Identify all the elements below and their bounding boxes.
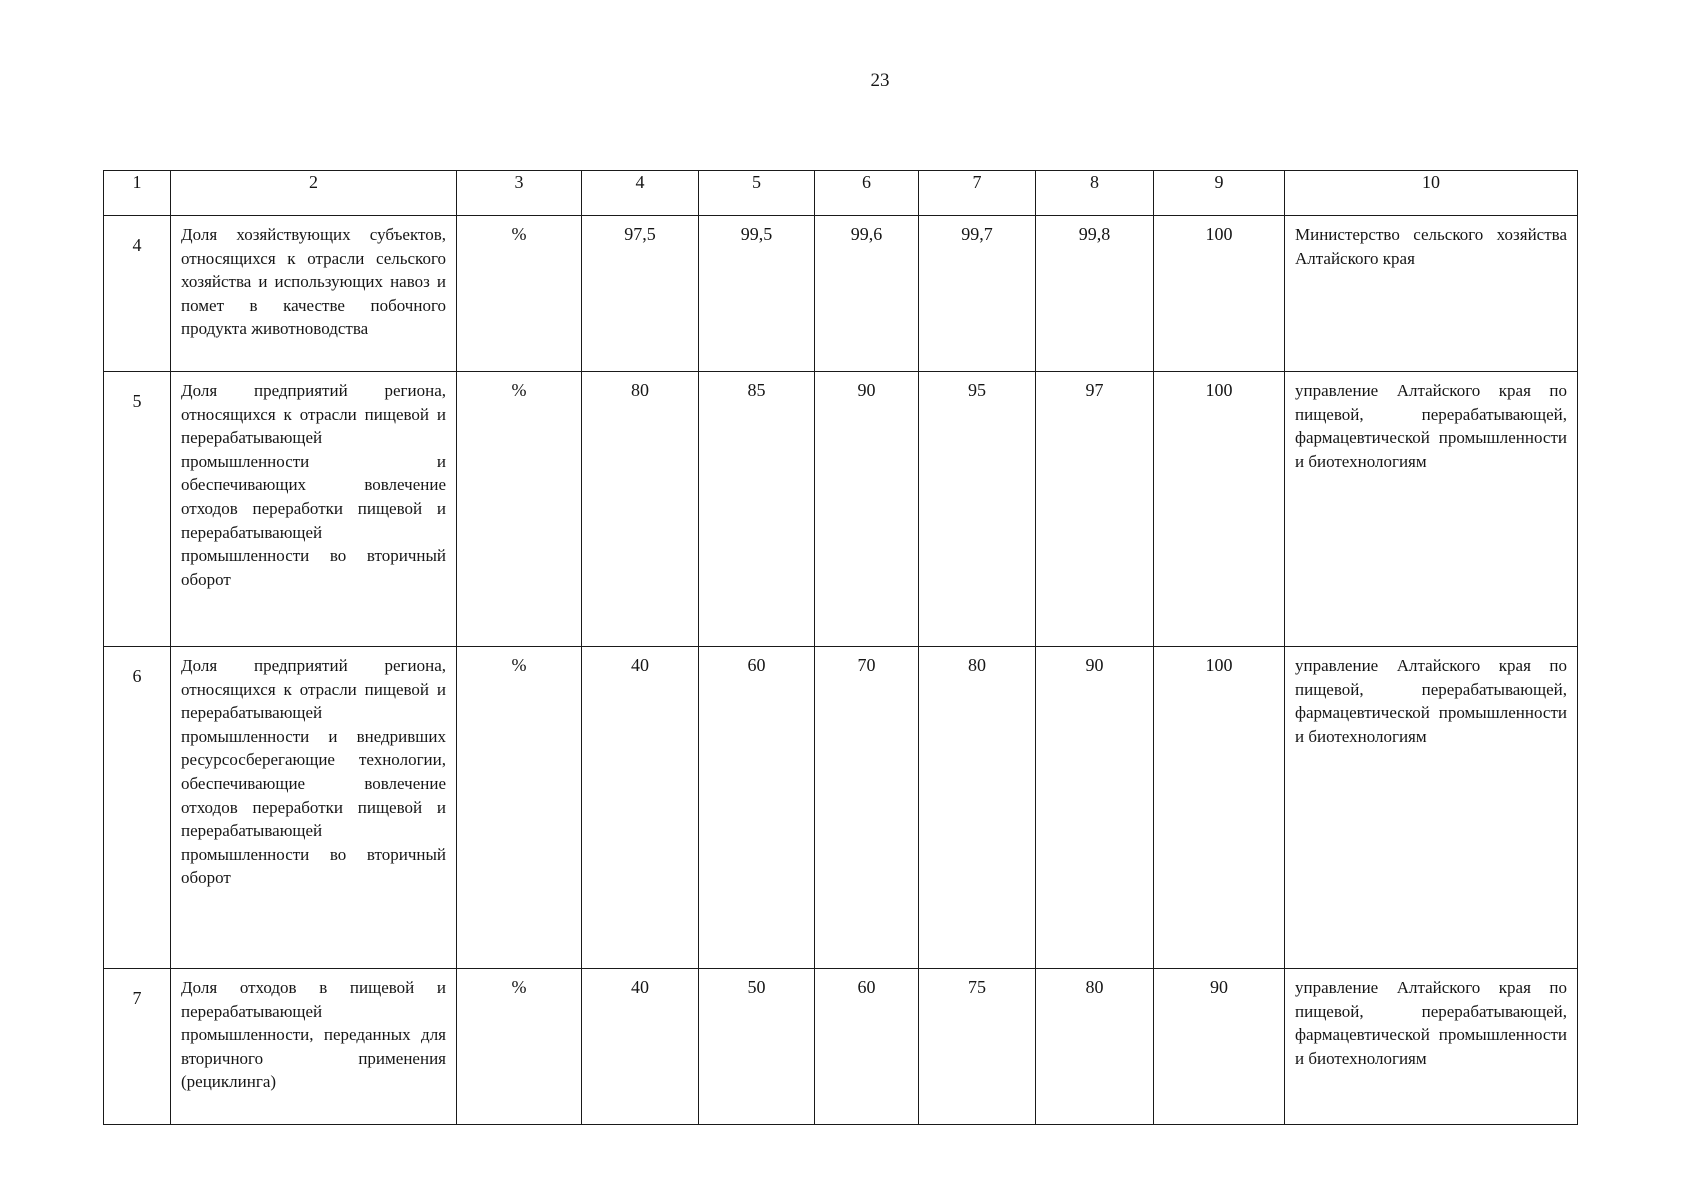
value-cell: 99,6: [815, 216, 919, 372]
responsible-executor: управление Алтайского края по пищевой, перерабатывающей, фармацевтической промышленности и биотехнологиям: [1285, 647, 1578, 969]
unit-cell: %: [457, 969, 582, 1125]
column-header: 8: [1036, 171, 1154, 216]
value-cell: 60: [815, 969, 919, 1125]
value-cell: 95: [919, 372, 1036, 647]
responsible-executor: управление Алтайского края по пищевой, перерабатывающей, фармацевтической промышленности и биотехнологиям: [1285, 372, 1578, 647]
page-number: 23: [870, 70, 890, 91]
column-header: 4: [582, 171, 699, 216]
table-row: [104, 969, 1578, 1125]
unit-cell: %: [457, 647, 582, 969]
table-row: [104, 372, 1578, 647]
value-cell: 80: [1036, 969, 1154, 1125]
column-header: 1: [104, 171, 171, 216]
column-header: 7: [919, 171, 1036, 216]
value-cell: 97,5: [582, 216, 699, 372]
row-number: 6: [104, 647, 171, 969]
value-cell: 40: [582, 647, 699, 969]
table-header-row: [104, 171, 1578, 216]
value-cell: 80: [582, 372, 699, 647]
value-cell: 90: [1036, 647, 1154, 969]
indicator-name: Доля хозяйствующих субъектов, относящихся к отрасли сельского хозяйства и использующих навоз и помет в качестве побочного продукта животноводства: [171, 216, 457, 372]
unit-cell: %: [457, 372, 582, 647]
value-cell: 85: [699, 372, 815, 647]
row-number: 7: [104, 969, 171, 1125]
table-row: [104, 216, 1578, 372]
column-header: 2: [171, 171, 457, 216]
responsible-executor: управление Алтайского края по пищевой, перерабатывающей, фармацевтической промышленности и биотехнологиям: [1285, 969, 1578, 1125]
column-header: 5: [699, 171, 815, 216]
value-cell: 80: [919, 647, 1036, 969]
value-cell: 100: [1154, 647, 1285, 969]
value-cell: 60: [699, 647, 815, 969]
value-cell: 99,7: [919, 216, 1036, 372]
value-cell: 70: [815, 647, 919, 969]
value-cell: 40: [582, 969, 699, 1125]
value-cell: 100: [1154, 216, 1285, 372]
indicator-name: Доля предприятий региона, относящихся к отрасли пищевой и перерабатывающей промышленности и обеспечивающих вовлечение отходов переработки пищевой и перерабатывающей промышленности во вторичный оборот: [171, 372, 457, 647]
value-cell: 99,5: [699, 216, 815, 372]
value-cell: 100: [1154, 372, 1285, 647]
indicator-name: Доля отходов в пищевой и перерабатывающей промышленности, переданных для вторичного применения (рециклинга): [171, 969, 457, 1125]
value-cell: 75: [919, 969, 1036, 1125]
table-row: [104, 647, 1578, 969]
column-header: 10: [1285, 171, 1578, 216]
column-header: 3: [457, 171, 582, 216]
row-number: 5: [104, 372, 171, 647]
indicators-table: [103, 170, 1578, 1125]
column-header: 6: [815, 171, 919, 216]
value-cell: 50: [699, 969, 815, 1125]
unit-cell: %: [457, 216, 582, 372]
value-cell: 99,8: [1036, 216, 1154, 372]
indicator-name: Доля предприятий региона, относящихся к отрасли пищевой и перерабатывающей промышленности и внедривших ресурсосберегающие технологии, обеспечивающие вовлечение отходов переработки пищевой и перерабатывающей промышленности во вторичный оборот: [171, 647, 457, 969]
row-number: 4: [104, 216, 171, 372]
value-cell: 90: [1154, 969, 1285, 1125]
responsible-executor: Министерство сельского хозяйства Алтайского края: [1285, 216, 1578, 372]
value-cell: 97: [1036, 372, 1154, 647]
value-cell: 90: [815, 372, 919, 647]
column-header: 9: [1154, 171, 1285, 216]
